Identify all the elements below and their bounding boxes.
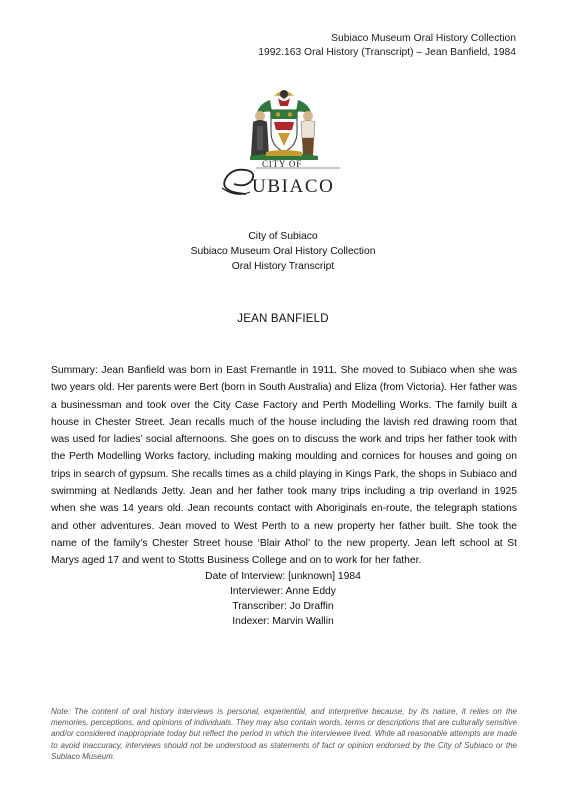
header-collection: Subiaco Museum Oral History Collection: [331, 33, 516, 44]
transcriber: Transcriber: Jo Draffin: [232, 601, 334, 612]
svg-text:UBIACO: UBIACO: [252, 176, 335, 197]
city-of-subiaco-wordmark: [216, 158, 352, 198]
svg-text:CITY OF: CITY OF: [262, 159, 303, 169]
document-header: [258, 32, 516, 60]
indexer: Indexer: Marvin Wallin: [232, 616, 334, 627]
coat-of-arms-icon: [248, 86, 320, 162]
org-collection: Subiaco Museum Oral History Collection: [190, 246, 376, 257]
disclaimer-note: Note: The content of oral history interviews is personal, experiential, and interpretive because, by its nature, it relies on the memories, perceptions, and opinions of individuals. They may also contain words, terms or descriptions that are culturally sensitive and/or considered inappropriate today but reflect the period in which the interviewee lived. While all reasonable attempts are made to avoid inaccuracy, interviews should not be understood as statements of fact or opinion endorsed by the City of Subiaco or the Subiaco Museum.: [51, 707, 517, 761]
org-name: City of Subiaco: [248, 231, 318, 242]
summary-paragraph: Summary: Jean Banfield was born in East Fremantle in 1911. She moved to Subiaco when she was two years old. Her parents were Bert (born in South Australia) and Eliza (from Victoria). Her father was a businessman and took over the City Case Factory and Perth Modelling Works. The family built a house in Chester Street. Jean recalls much of the house including the lavish red drawing room that was used for ladies’ social afternoons. She goes on to discuss the work and trips her father took with the Perth Modelling Works factory, including making moulding and cornices for houses and going on trips in search of gypsum. She recalls times as a child playing in Kings Park, the shops in Subiaco and swimming at Nedlands Jetty. Jean and her father took many trips including a trip overland in 1925 when she was 14 years old. Jean recounts contact with Aboriginals en-route, the telegraph stations and other adventures. Jean moved to West Perth to a new property her father built. She took the name of the family’s Chester Street house ‘Blair Athol’ to the new property. Jean left school at St Marys aged 17 and went to Stotts Business College and on to work for her father.: [51, 365, 517, 567]
interview-details: [0, 569, 566, 629]
interview-date: Date of Interview: [unknown] 1984: [205, 571, 361, 582]
interviewer: Interviewer: Anne Eddy: [230, 586, 336, 597]
org-doc-type: Oral History Transcript: [231, 261, 335, 272]
organization-block: [0, 229, 566, 274]
header-reference: 1992.163 Oral History (Transcript) – Jean Banfield, 1984: [258, 47, 516, 58]
interviewee-name: JEAN BANFIELD: [237, 313, 329, 325]
